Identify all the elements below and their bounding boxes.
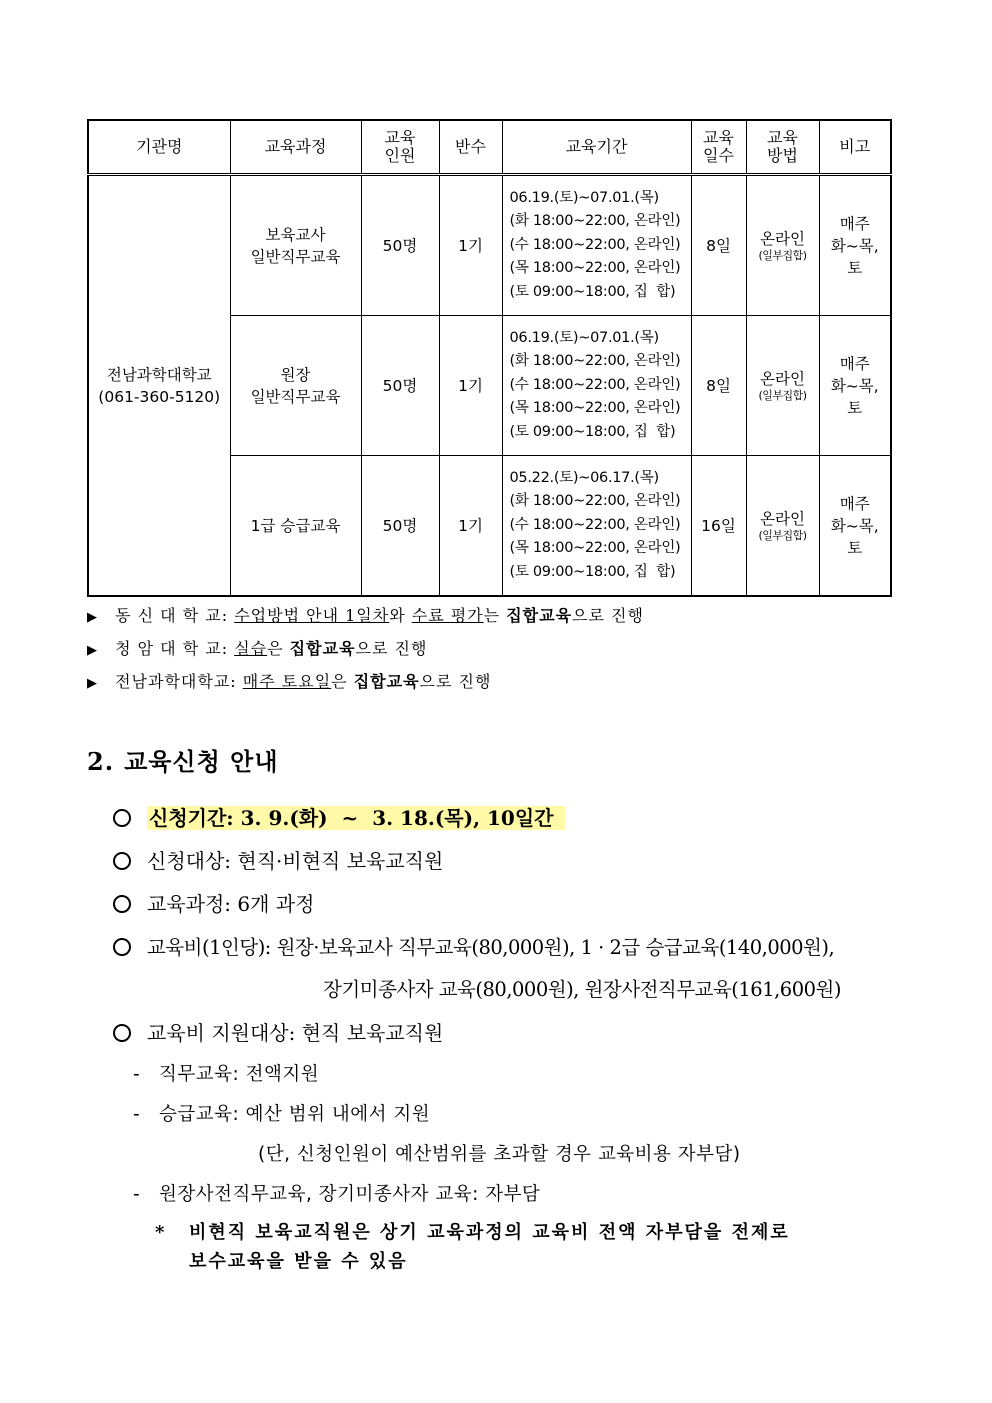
institution-phone: (061-360-5120) [98,387,221,406]
sub-item-job-training: - 직무교육: 전액지원 [133,1064,320,1085]
item-courses: 교육과정: 6개 과정 [113,886,933,929]
header-course: 교육과정 [230,120,361,175]
classes-cell: 1기 [439,456,502,597]
circle-bullet-icon [113,1024,131,1042]
remarks-cell: 매주 화~목, 토 [819,175,891,316]
sub-item-promotion-training: - 승급교육: 예산 범위 내에서 지원 [133,1104,431,1125]
circle-bullet-icon [113,852,131,870]
header-method: 교육 방법 [746,120,819,175]
header-classes: 반수 [439,120,502,175]
item-fee: 교육비(1인당): 원장·보육교사 직무교육(80,000원), 1 · 2급 승급교육(140,000원), [113,929,933,972]
classes-cell: 1기 [439,175,502,316]
capacity-cell: 50명 [361,456,439,597]
period-cell: 06.19.(토)~07.01.(목) (화 18:00~22:00, 온라인) (수 18:00~22:00, 온라인) (목 18:00~22:00, 온라인) (토 09:00~18:00, 집 합) [502,175,691,316]
triangle-bullet-icon: ▶ [87,676,98,691]
highlighted-period: 신청기간: 3. 9.(화) ~ 3. 18.(목), 10일간 [147,806,565,830]
header-capacity: 교육 인원 [361,120,439,175]
method-cell: 온라인 (일부집합) [746,456,819,597]
header-days: 교육 일수 [691,120,746,175]
triangle-bullet-icon: ▶ [87,643,98,658]
circle-bullet-icon [113,809,131,827]
days-cell: 16일 [691,456,746,597]
footnote-continued: 보수교육을 받을 수 있음 [189,1251,408,1272]
method-cell: 온라인 (일부집합) [746,175,819,316]
capacity-cell: 50명 [361,175,439,316]
table-header-row [88,120,891,175]
item-support-target: 교육비 지원대상: 현직 보육교직원 [113,1015,933,1058]
remarks-cell: 매주 화~목, 토 [819,456,891,597]
header-period: 교육기간 [502,120,691,175]
header-institution: 기관명 [88,120,230,175]
note-jeonnam: ▶ 전남과학대학교: 매주 토요일은 집합교육으로 진행 [87,669,644,702]
sub-item-self-pay: - 원장사전직무교육, 장기미종사자 교육: 자부담 [133,1184,541,1205]
section-2-content [113,800,933,1276]
course-cell: 원장 일반직무교육 [230,316,361,456]
circle-bullet-icon [113,895,131,913]
course-cell: 1급 승급교육 [230,456,361,597]
sub-item-promotion-note: (단, 신청인원이 예산범위를 초과할 경우 교육비용 자부담) [258,1144,741,1165]
asterisk-icon: * [155,1222,167,1243]
note-cheongam: ▶ 청 암 대 학 교: 실습은 집합교육으로 진행 [87,636,644,669]
triangle-bullet-icon: ▶ [87,610,98,625]
section-2-heading: 2. 교육신청 안내 [87,747,279,776]
remarks-cell: 매주 화~목, 토 [819,316,891,456]
institution-cell [88,175,230,597]
table-row [88,175,891,316]
footnote: * 비현직 보육교직원은 상기 교육과정의 교육비 전액 자부담을 전제로 [113,1218,933,1247]
capacity-cell: 50명 [361,316,439,456]
circle-bullet-icon [113,938,131,956]
training-schedule-table [87,119,892,597]
note-dongshin: ▶ 동 신 대 학 교: 수업방법 안내 1일차와 수료 평가는 집합교육으로 진행 [87,603,644,636]
item-application-period [113,800,933,843]
course-cell: 보육교사 일반직무교육 [230,175,361,316]
days-cell: 8일 [691,316,746,456]
period-cell: 05.22.(토)~06.17.(목) (화 18:00~22:00, 온라인) (수 18:00~22:00, 온라인) (목 18:00~22:00, 온라인) (토 09:00~18:00, 집 합) [502,456,691,597]
classes-cell: 1기 [439,316,502,456]
institution-name: 전남과학대학교 [106,365,212,384]
header-remarks: 비고 [819,120,891,175]
days-cell: 8일 [691,175,746,316]
item-fee-continued: 장기미종사자 교육(80,000원), 원장사전직무교육(161,600원) [323,978,841,1001]
method-cell: 온라인 (일부집합) [746,316,819,456]
item-application-target: 신청대상: 현직·비현직 보육교직원 [113,843,933,886]
period-cell: 06.19.(토)~07.01.(목) (화 18:00~22:00, 온라인) (수 18:00~22:00, 온라인) (목 18:00~22:00, 온라인) (토 09:00~18:00, 집 합) [502,316,691,456]
table-notes [87,603,644,702]
